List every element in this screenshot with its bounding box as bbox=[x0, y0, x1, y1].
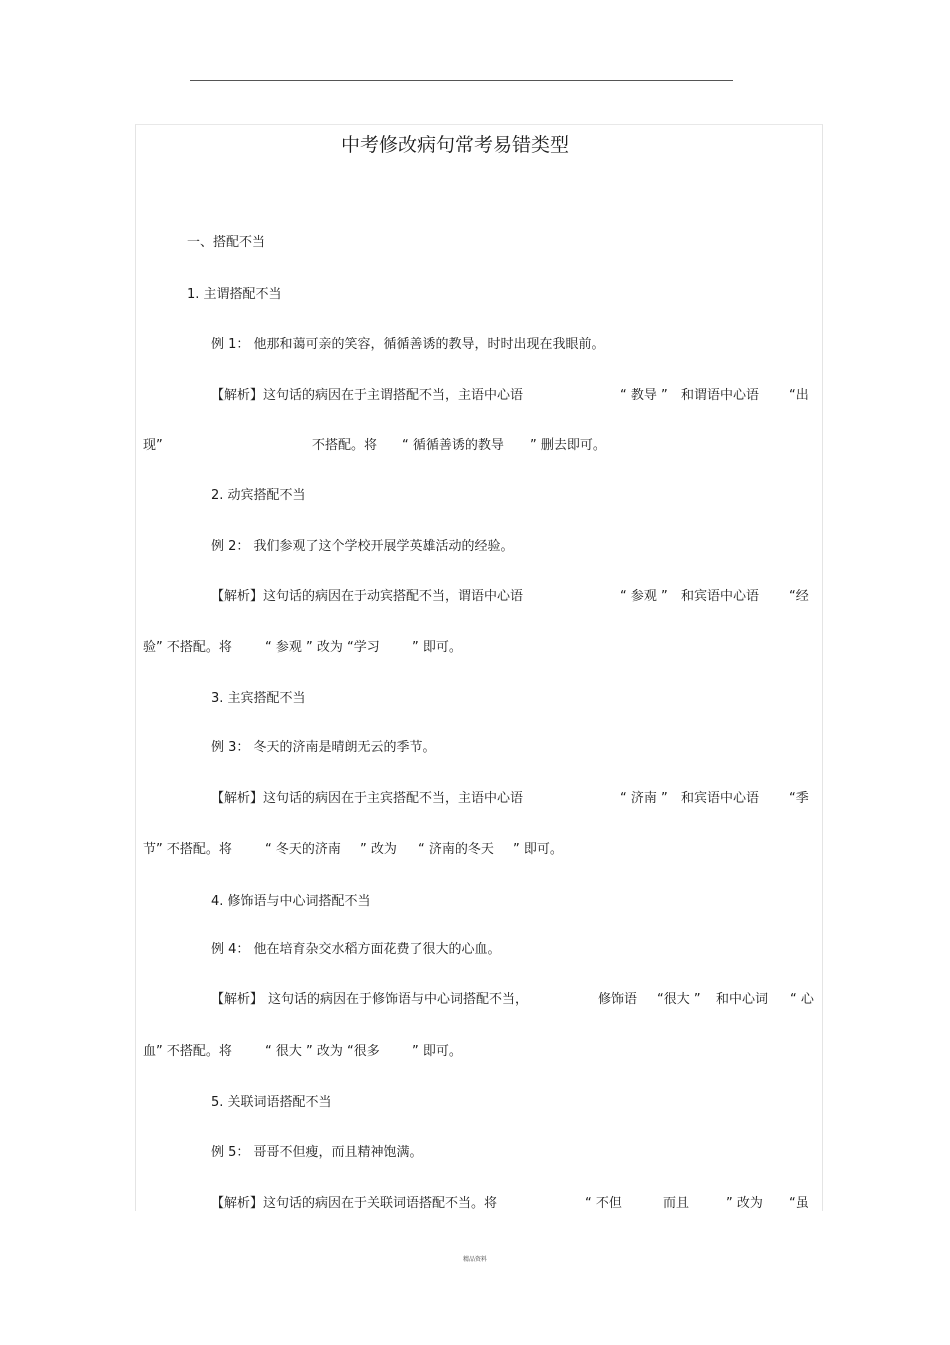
body-text-run: 2. 动宾搭配不当 bbox=[211, 488, 306, 503]
body-text-run: ” 改为 bbox=[726, 1196, 763, 1211]
body-text-run: “很大 ” bbox=[657, 992, 701, 1007]
body-text-run: 【解析】这句话的病因在于主谓搭配不当，主语中心语 bbox=[211, 388, 524, 403]
body-text-run: 例 4： 他在培育杂交水稻方面花费了很大的心血。 bbox=[211, 942, 501, 957]
body-text-run: 4. 修饰语与中心词搭配不当 bbox=[211, 894, 371, 909]
body-text-run: “ 教导 ” bbox=[620, 388, 668, 403]
body-text-run: 一、搭配不当 bbox=[187, 235, 266, 250]
body-text-run: “ 心 bbox=[790, 992, 814, 1007]
body-text-run: 和宾语中心语 bbox=[681, 791, 760, 806]
body-text-run: “ 不但 bbox=[585, 1196, 622, 1211]
body-text-run: 不搭配。将 bbox=[312, 438, 378, 453]
body-text-run: “季 bbox=[789, 791, 809, 806]
body-text-run: 验” 不搭配。将 bbox=[143, 640, 232, 655]
body-text-run: ” 即可。 bbox=[412, 640, 462, 655]
body-text-run: “ 济南 ” bbox=[620, 791, 668, 806]
body-text-run: 5. 关联词语搭配不当 bbox=[211, 1095, 332, 1110]
body-text-run: 和谓语中心语 bbox=[681, 388, 760, 403]
body-text-run: 【解析】这句话的病因在于主宾搭配不当，主语中心语 bbox=[211, 791, 524, 806]
body-text-run: “经 bbox=[789, 589, 809, 604]
body-text-run: “ 济南的冬天 bbox=[418, 842, 494, 857]
body-text-run: ” 改为 bbox=[360, 842, 397, 857]
body-text-run: “ 参观 ” 改为 “学习 bbox=[265, 640, 380, 655]
body-text-run: 【解析】这句话的病因在于关联词语搭配不当。将 bbox=[211, 1196, 498, 1211]
body-text-run: 血” 不搭配。将 bbox=[143, 1044, 232, 1059]
page-footer: 精品资料 bbox=[462, 1256, 487, 1263]
body-text-run: ” 即可。 bbox=[412, 1044, 462, 1059]
body-text-run: 这句话的病因在于修饰语与中心词搭配不当， bbox=[268, 992, 529, 1007]
body-text-run: 【解析】 bbox=[211, 992, 264, 1007]
body-text-run: “ 冬天的济南 bbox=[265, 842, 341, 857]
body-text-run: ” 删去即可。 bbox=[530, 438, 606, 453]
body-text-run: 例 2： 我们参观了这个学校开展学英雄活动的经验。 bbox=[211, 539, 514, 554]
body-text-run: 例 3： 冬天的济南是晴朗无云的季节。 bbox=[211, 740, 436, 755]
body-text-run: 3. 主宾搭配不当 bbox=[211, 691, 306, 706]
body-text-run: 和宾语中心语 bbox=[681, 589, 760, 604]
body-text-run: 和中心词 bbox=[716, 992, 769, 1007]
body-text-run: “出 bbox=[789, 388, 809, 403]
body-text-run: “ 参观 ” bbox=[620, 589, 668, 604]
body-text-run: 而且 bbox=[663, 1196, 690, 1211]
body-text-run: 1. 主谓搭配不当 bbox=[187, 287, 282, 302]
body-text-run: 例 5： 哥哥不但瘦，而且精神饱满。 bbox=[211, 1145, 423, 1160]
body-text-run: 现” bbox=[143, 438, 163, 453]
body-text-run: 修饰语 bbox=[598, 992, 638, 1007]
body-text-run: “ 循循善诱的教导 bbox=[402, 438, 504, 453]
body-text-run: 【解析】这句话的病因在于动宾搭配不当，谓语中心语 bbox=[211, 589, 524, 604]
body-text-run: “虽 bbox=[789, 1196, 809, 1211]
page-title: 中考修改病句常考易错类型 bbox=[340, 134, 569, 156]
header-rule bbox=[190, 80, 733, 81]
body-text-run: “ 很大 ” 改为 “很多 bbox=[265, 1044, 380, 1059]
body-text-run: 例 1： 他那和蔼可亲的笑容，循循善诱的教导，时时出现在我眼前。 bbox=[211, 337, 605, 352]
body-text-run: ” 即可。 bbox=[513, 842, 563, 857]
body-text-run: 节” 不搭配。将 bbox=[143, 842, 232, 857]
